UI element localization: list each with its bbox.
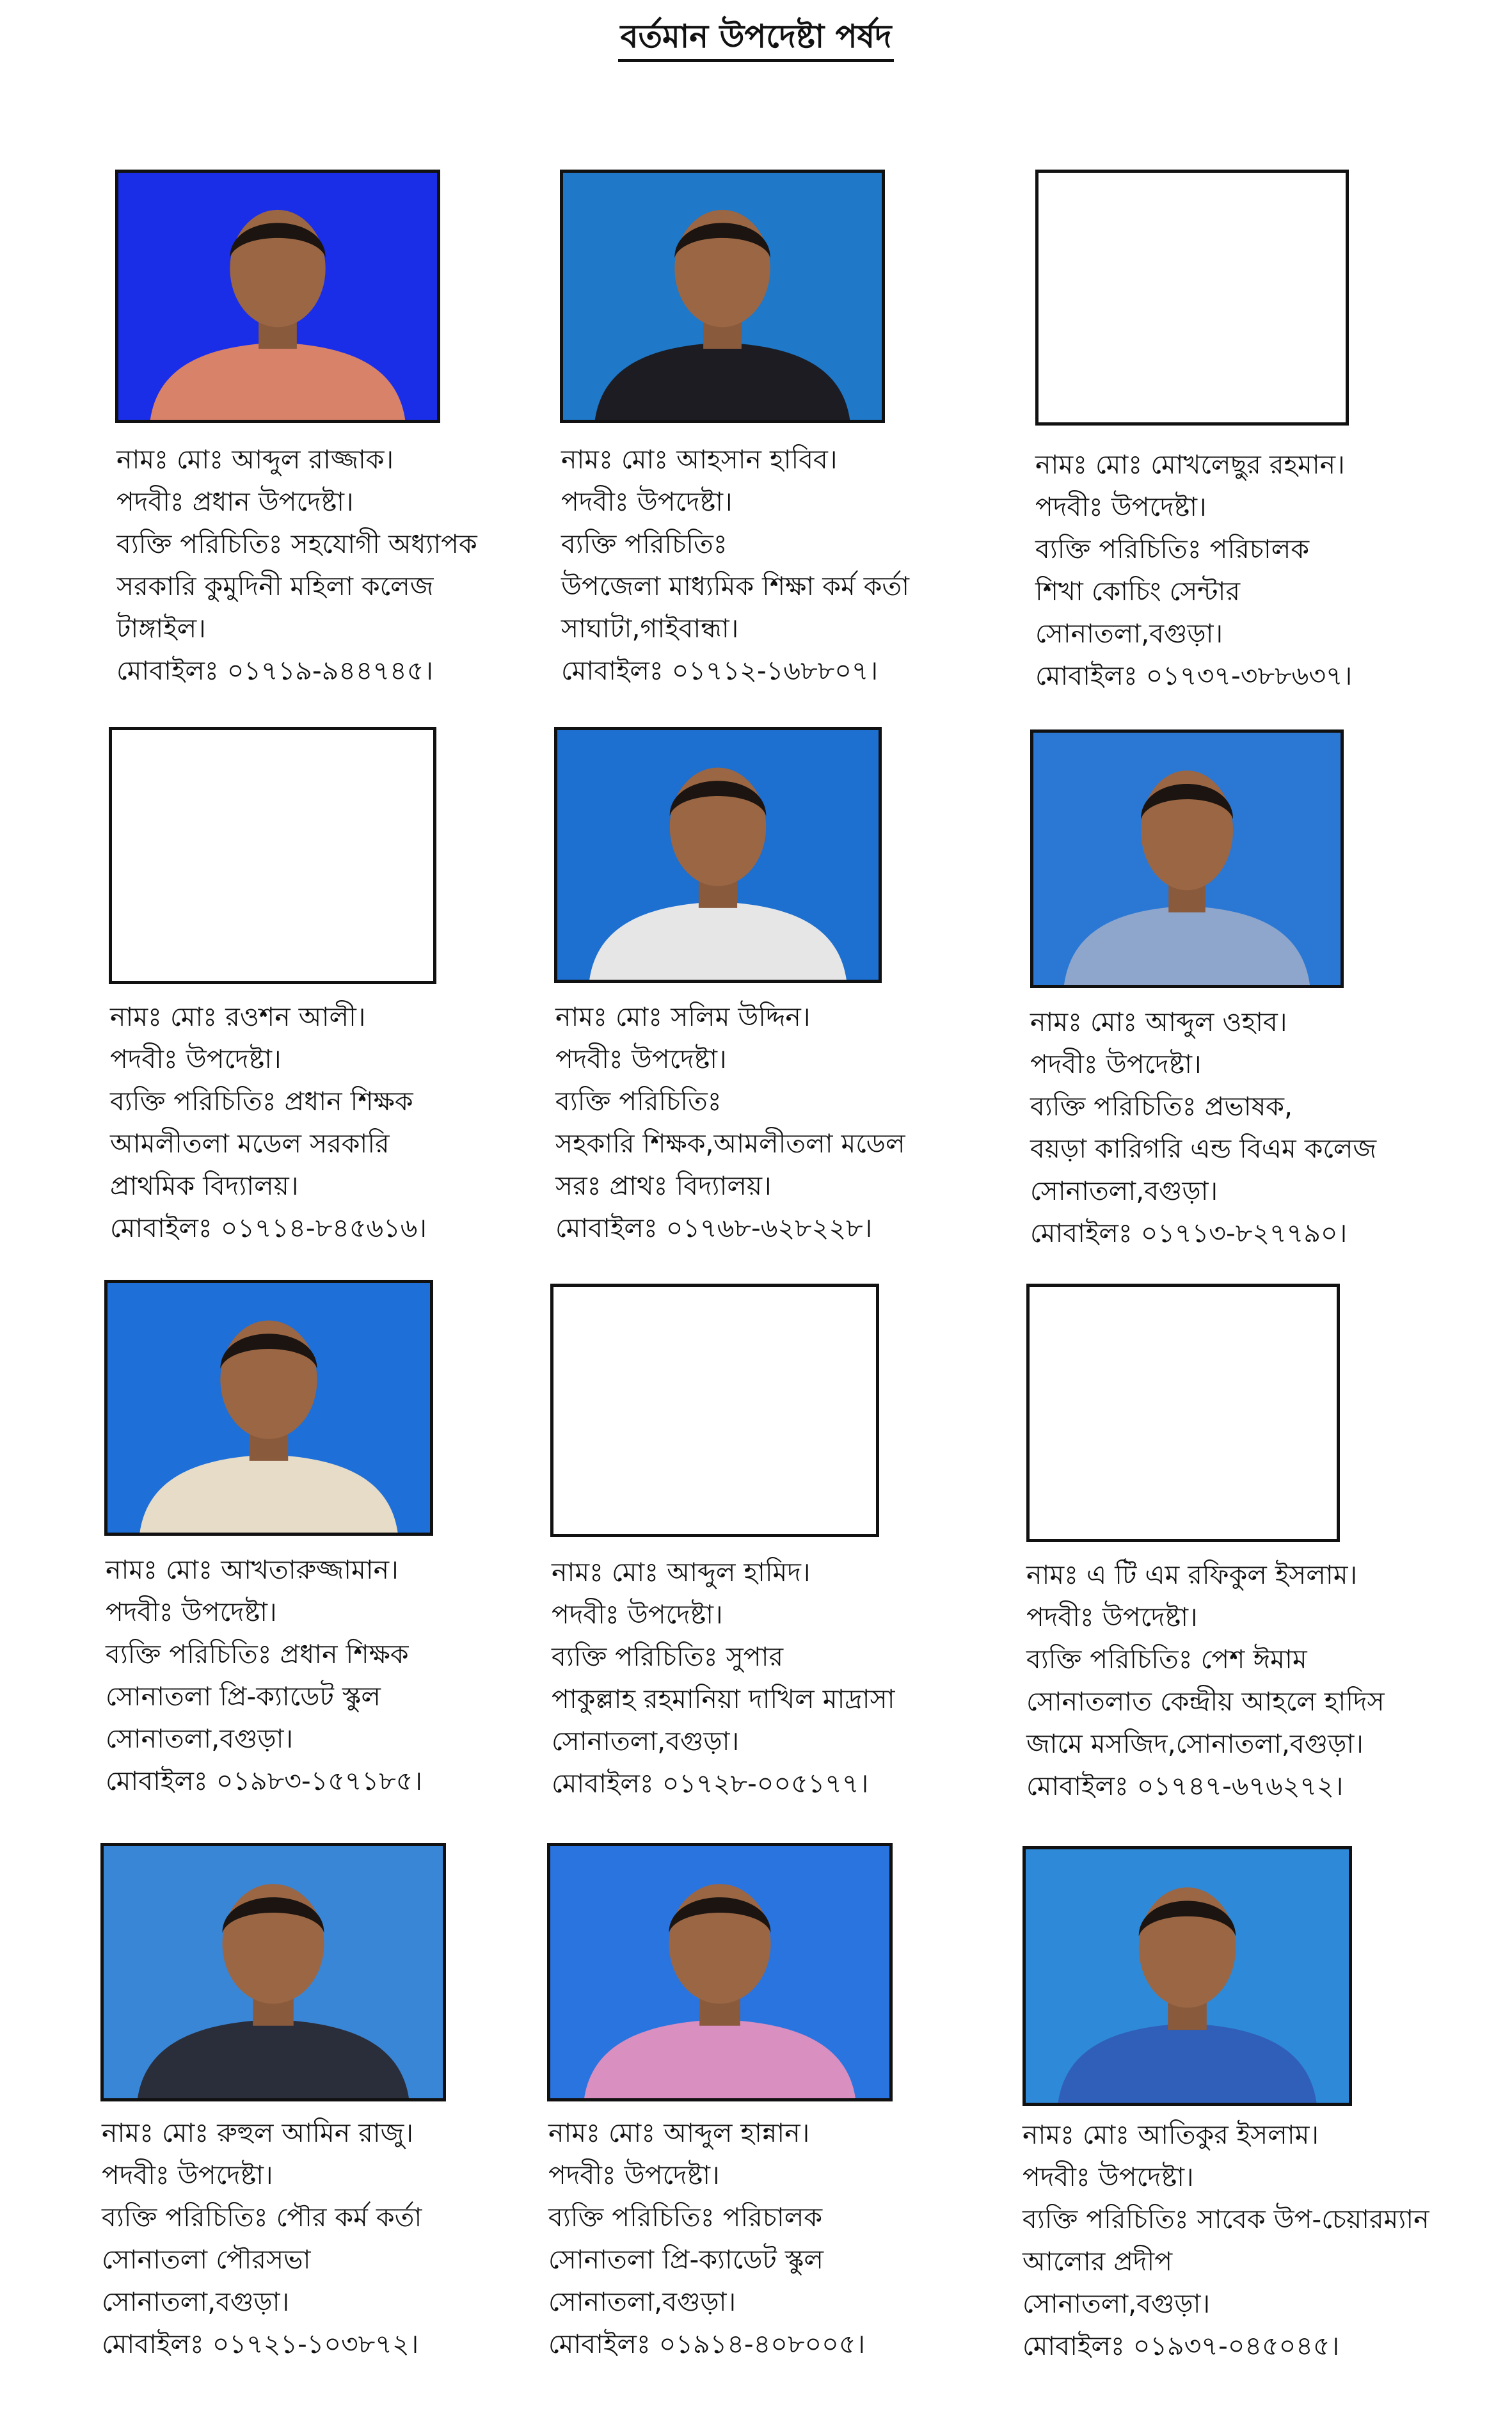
portrait-shoulders bbox=[1058, 2023, 1317, 2103]
advisor-address-line2: সোনাতলা,বগুড়া। bbox=[1030, 1176, 1218, 1206]
advisor-address-line1: সরকারি কুমুদিনী মহিলা কলেজ bbox=[116, 571, 434, 602]
portrait-shoulders bbox=[139, 1455, 397, 1533]
advisor-address-line1: আমলীতলা মডেল সরকারি bbox=[110, 1128, 390, 1159]
person-portrait-icon bbox=[1026, 1849, 1349, 2103]
advisor-designation: পদবীঃ উপদেষ্টা। bbox=[555, 1044, 727, 1074]
advisor-intro: ব্যক্তি পরিচিতিঃ সহযোগী অধ্যাপক bbox=[116, 529, 477, 559]
advisor-designation: পদবীঃ উপদেষ্টা। bbox=[1030, 1049, 1202, 1080]
person-portrait-icon bbox=[563, 173, 882, 420]
advisor-mobile: মোবাইলঃ ০১৯৩৭-০৪৫০৪৫। bbox=[1023, 2331, 1340, 2361]
portrait-shoulders bbox=[150, 342, 405, 420]
advisor-intro: ব্যক্তি পরিচিতিঃ প্রভাষক, bbox=[1030, 1091, 1293, 1122]
advisor-photo bbox=[550, 1284, 879, 1537]
advisor-photo bbox=[547, 1843, 893, 2101]
advisor-mobile: মোবাইলঃ ০১৭২৮-০০৫১৭৭। bbox=[552, 1768, 869, 1799]
advisor-name: নামঃ এ টি এম রফিকুল ইসলাম। bbox=[1026, 1559, 1358, 1590]
advisor-address-line1: সোনাতলাত কেন্দ্রীয় আহলে হাদিস bbox=[1026, 1686, 1385, 1717]
advisor-name: নামঃ মোঃ রুহুল আমিন রাজু। bbox=[102, 2117, 414, 2148]
advisor-address-line1: আলোর প্রদীপ bbox=[1023, 2246, 1173, 2277]
advisor-designation: পদবীঃ উপদেষ্টা। bbox=[548, 2160, 720, 2190]
advisor-intro: ব্যক্তি পরিচিতিঃ সুপার bbox=[552, 1641, 784, 1672]
person-portrait-icon bbox=[557, 730, 879, 980]
advisor-designation: পদবীঃ উপদেষ্টা। bbox=[552, 1599, 723, 1630]
advisor-designation: পদবীঃ উপদেষ্টা। bbox=[102, 2160, 273, 2190]
advisor-address-line1: বয়ড়া কারিগরি এন্ড বিএম কলেজ bbox=[1030, 1133, 1377, 1164]
advisor-photo bbox=[1023, 1846, 1352, 2106]
portrait-shoulders bbox=[589, 902, 847, 980]
portrait-shoulders bbox=[1064, 906, 1310, 985]
advisor-address-line1: সোনাতলা প্রি-ক্যাডেট স্কুল bbox=[106, 1681, 381, 1712]
person-portrait-icon bbox=[107, 1283, 430, 1533]
person-portrait-icon bbox=[550, 1846, 889, 2098]
advisor-name: নামঃ মোঃ আব্দুল হামিদ। bbox=[552, 1557, 811, 1588]
advisor-mobile: মোবাইলঃ ০১৭১৯-৯৪৪৭৪৫। bbox=[116, 655, 434, 686]
advisor-designation: পদবীঃ উপদেষ্টা। bbox=[110, 1044, 282, 1074]
advisor-photo bbox=[554, 727, 882, 983]
person-portrait-icon bbox=[104, 1846, 443, 2098]
advisor-address-line1: শিখা কোচিং সেন্টার bbox=[1035, 576, 1240, 607]
advisor-intro: ব্যক্তি পরিচিতিঃ পেশ ঈমাম bbox=[1026, 1644, 1307, 1675]
advisor-mobile: মোবাইলঃ ০১৭৬৮-৬২৮২২৮। bbox=[555, 1213, 873, 1243]
advisor-address-line2: প্রাথমিক বিদ্যালয়। bbox=[110, 1170, 299, 1201]
advisor-photo bbox=[1030, 729, 1344, 988]
portrait-shoulders bbox=[595, 342, 850, 420]
advisor-name: নামঃ মোঃ আব্দুল হান্নান। bbox=[548, 2117, 810, 2148]
advisor-name: নামঃ মোঃ রওশন আলী। bbox=[110, 1001, 366, 1032]
advisor-photo bbox=[115, 170, 440, 423]
advisor-address-line2: টাঙ্গাইল। bbox=[116, 613, 206, 644]
advisor-photo bbox=[104, 1280, 433, 1536]
person-portrait-icon bbox=[1033, 733, 1341, 985]
page-title: বর্তমান উপদেষ্টা পর্ষদ bbox=[618, 18, 895, 62]
advisor-designation: পদবীঃ উপদেষ্টা। bbox=[1023, 2162, 1194, 2192]
advisor-mobile: মোবাইলঃ ০১৭১২-১৬৮৮০৭। bbox=[561, 655, 879, 686]
advisor-photo bbox=[1035, 170, 1349, 426]
advisor-name: নামঃ মোঃ আব্দুল রাজ্জাক। bbox=[116, 444, 394, 475]
advisor-photo bbox=[1026, 1284, 1340, 1542]
page-title-wrap bbox=[0, 13, 1512, 66]
advisor-address-line2: সোনাতলা,বগুড়া। bbox=[106, 1723, 294, 1754]
advisor-address-line2: সোনাতলা,বগুড়া। bbox=[1035, 618, 1223, 649]
advisor-address-line2: সোনাতলা,বগুড়া। bbox=[1023, 2288, 1211, 2319]
advisor-intro: ব্যক্তি পরিচিতিঃ পরিচালক bbox=[548, 2202, 823, 2233]
advisor-address-line2: সাঘাটা,গাইবান্ধা। bbox=[561, 613, 739, 644]
advisor-mobile: মোবাইলঃ ০১৭২১-১০৩৮৭২। bbox=[102, 2329, 419, 2359]
advisor-designation: পদবীঃ প্রধান উপদেষ্টা। bbox=[116, 486, 354, 517]
advisor-photo bbox=[109, 727, 436, 984]
advisor-designation: পদবীঃ উপদেষ্টা। bbox=[1035, 491, 1207, 522]
advisor-designation: পদবীঃ উপদেষ্টা। bbox=[561, 486, 733, 517]
person-portrait-icon bbox=[118, 173, 437, 420]
advisor-intro: ব্যক্তি পরিচিতিঃ প্রধান শিক্ষক bbox=[110, 1086, 413, 1117]
portrait-shoulders bbox=[138, 2020, 409, 2098]
advisor-intro: ব্যক্তি পরিচিতিঃ bbox=[561, 529, 728, 559]
advisor-intro: ব্যক্তি পরিচিতিঃ পরিচালক bbox=[1035, 534, 1310, 564]
advisor-designation: পদবীঃ উপদেষ্টা। bbox=[106, 1597, 277, 1627]
advisor-address-line1: সোনাতলা প্রি-ক্যাডেট স্কুল bbox=[548, 2244, 824, 2275]
portrait-shoulders bbox=[584, 2020, 855, 2098]
advisor-mobile: মোবাইলঃ ০১৭৩৭-৩৮৮৬৩৭। bbox=[1035, 660, 1353, 691]
advisor-name: নামঃ মোঃ আব্দুল ওহাব। bbox=[1030, 1007, 1287, 1037]
advisor-intro: ব্যক্তি পরিচিতিঃ প্রধান শিক্ষক bbox=[106, 1639, 409, 1670]
advisor-address-line2: সরঃ প্রাথঃ বিদ্যালয়। bbox=[555, 1170, 772, 1201]
advisor-mobile: মোবাইলঃ ০১৯১৪-৪০৮০০৫। bbox=[548, 2329, 866, 2359]
advisor-name: নামঃ মোঃ মোখলেছুর রহমান। bbox=[1035, 449, 1345, 480]
advisor-photo bbox=[560, 170, 885, 423]
advisor-designation: পদবীঃ উপদেষ্টা। bbox=[1026, 1602, 1198, 1632]
advisor-name: নামঃ মোঃ আখতারুজ্জামান। bbox=[106, 1554, 399, 1585]
advisor-name: নামঃ মোঃ আতিকুর ইসলাম। bbox=[1023, 2119, 1319, 2150]
advisor-name: নামঃ মোঃ সলিম উদ্দিন। bbox=[555, 1001, 811, 1032]
advisor-intro: ব্যক্তি পরিচিতিঃ bbox=[555, 1086, 722, 1117]
advisor-address-line2: সোনাতলা,বগুড়া। bbox=[552, 1726, 740, 1757]
advisor-address-line1: সোনাতলা পৌরসভা bbox=[102, 2244, 311, 2275]
advisor-mobile: মোবাইলঃ ০১৯৮৩-১৫৭১৮৫। bbox=[106, 1765, 423, 1796]
advisor-intro: ব্যক্তি পরিচিতিঃ পৌর কর্ম কর্তা bbox=[102, 2202, 422, 2233]
advisor-mobile: মোবাইলঃ ০১৭১৩-৮২৭৭৯০। bbox=[1030, 1218, 1348, 1248]
advisor-mobile: মোবাইলঃ ০১৭১৪-৮৪৫৬১৬। bbox=[110, 1213, 427, 1243]
advisor-mobile: মোবাইলঃ ০১৭৪৭-৬৭৬২৭২। bbox=[1026, 1771, 1344, 1801]
advisor-address-line2: সোনাতলা,বগুড়া। bbox=[548, 2286, 736, 2317]
advisor-photo bbox=[100, 1843, 446, 2101]
advisor-address-line2: সোনাতলা,বগুড়া। bbox=[102, 2286, 290, 2317]
advisor-intro: ব্যক্তি পরিচিতিঃ সাবেক উপ-চেয়ারম্যান bbox=[1023, 2204, 1429, 2235]
advisor-name: নামঃ মোঃ আহসান হাবিব। bbox=[561, 444, 838, 475]
advisor-address-line1: সহকারি শিক্ষক,আমলীতলা মডেল bbox=[555, 1128, 905, 1159]
advisor-address-line1: পাকুল্লাহ রহমানিয়া দাখিল মাদ্রাসা bbox=[552, 1684, 895, 1714]
advisor-address-line1: উপজেলা মাধ্যমিক শিক্ষা কর্ম কর্তা bbox=[561, 571, 910, 602]
advisor-address-line2: জামে মসজিদ,সোনাতলা,বগুড়া। bbox=[1026, 1728, 1364, 1759]
